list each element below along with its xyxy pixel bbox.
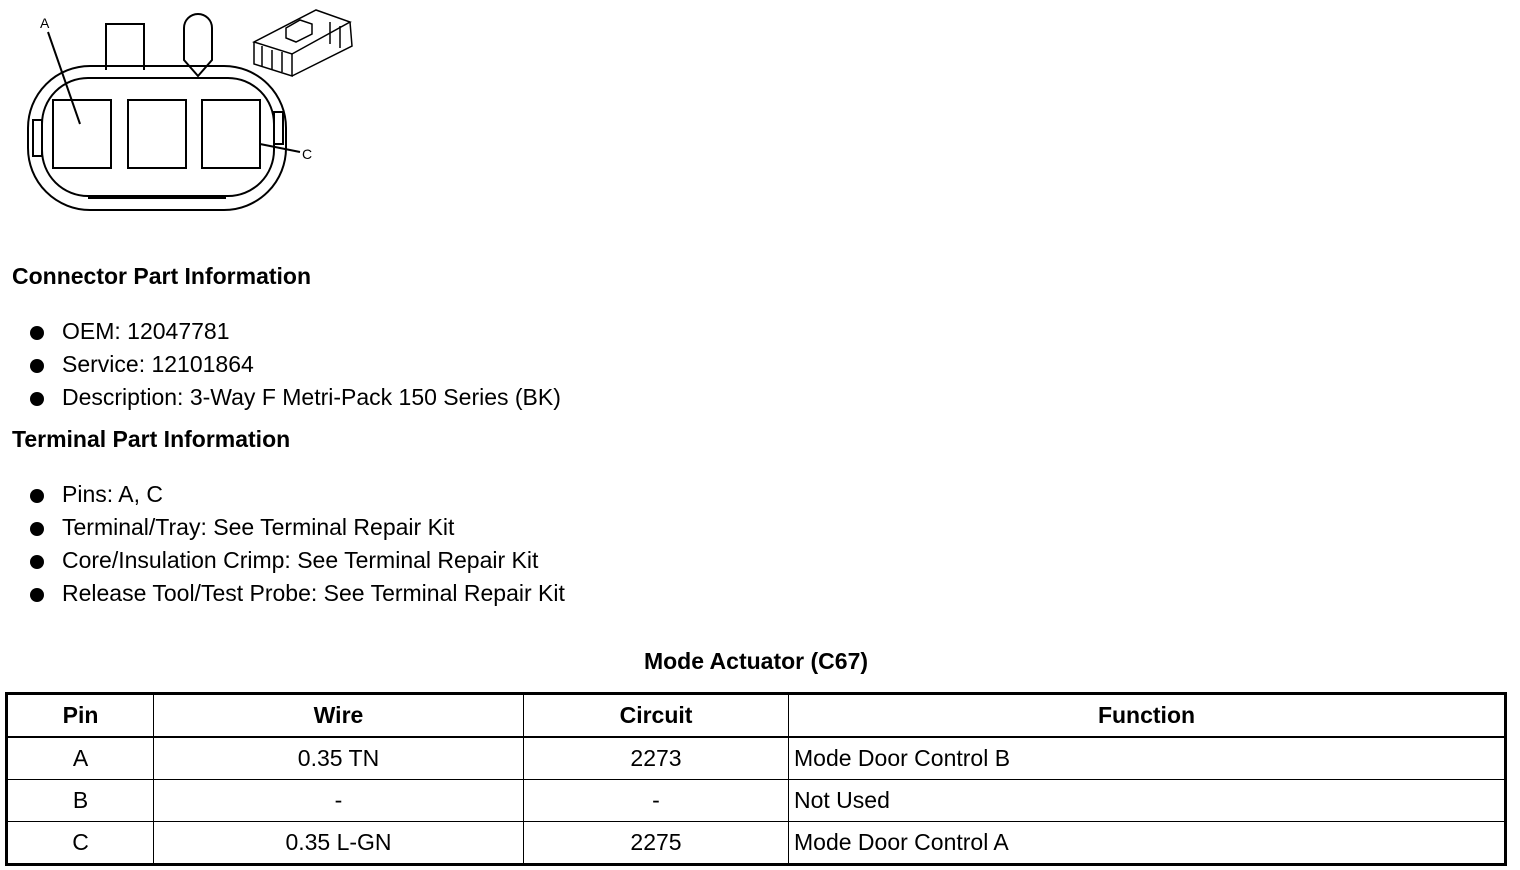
right-latch-notch	[274, 112, 283, 144]
bullet-icon	[30, 392, 44, 406]
cell-pin: B	[7, 780, 154, 822]
header-pin: Pin	[7, 694, 154, 738]
table-row	[7, 780, 1506, 822]
cavity-b	[128, 100, 186, 168]
cell-function: Mode Door Control A	[789, 822, 1506, 865]
table-header-row	[7, 694, 1506, 738]
terminal-info-heading: Terminal Part Information	[12, 426, 291, 452]
bullet-icon	[30, 555, 44, 569]
table-title: Mode Actuator (C67)	[643, 648, 869, 674]
top-lock-tab	[106, 24, 144, 70]
pin-label-a: A	[40, 15, 50, 31]
left-latch-notch	[33, 120, 42, 156]
list-item: Service: 12101864	[28, 348, 561, 381]
table-row	[7, 737, 1506, 780]
header-wire: Wire	[154, 694, 524, 738]
terminal-info-list	[28, 478, 565, 610]
header-function: Function	[789, 694, 1506, 738]
list-item: OEM: 12047781	[28, 315, 561, 348]
connector-thumbnail	[254, 10, 352, 76]
cell-function: Mode Door Control B	[789, 737, 1506, 780]
cell-pin: A	[7, 737, 154, 780]
cell-pin: C	[7, 822, 154, 865]
connector-housing-inner	[42, 78, 274, 196]
pin-label-c: C	[302, 146, 313, 162]
list-item: Description: 3-Way F Metri-Pack 150 Series (BK)	[28, 381, 561, 414]
cell-wire: 0.35 L-GN	[154, 822, 524, 865]
cell-circuit: 2273	[524, 737, 789, 780]
cavity-a	[53, 100, 111, 168]
bullet-icon	[30, 326, 44, 340]
list-item: Core/Insulation Crimp: See Terminal Repair Kit	[28, 544, 565, 577]
cell-function: Not Used	[789, 780, 1506, 822]
bullet-icon	[30, 522, 44, 536]
bullet-icon	[30, 489, 44, 503]
list-item: Release Tool/Test Probe: See Terminal Repair Kit	[28, 577, 565, 610]
bullet-icon	[30, 588, 44, 602]
list-item: Terminal/Tray: See Terminal Repair Kit	[28, 511, 565, 544]
cell-circuit: 2275	[524, 822, 789, 865]
cell-circuit: -	[524, 780, 789, 822]
bullet-icon	[30, 359, 44, 373]
cavity-c	[202, 100, 260, 168]
cell-wire: 0.35 TN	[154, 737, 524, 780]
connector-info-list	[28, 315, 561, 414]
pin-table	[5, 692, 1507, 866]
cell-wire: -	[154, 780, 524, 822]
table-row	[7, 822, 1506, 865]
connector-info-heading: Connector Part Information	[12, 263, 312, 289]
connector-diagram	[0, 0, 380, 222]
header-circuit: Circuit	[524, 694, 789, 738]
list-item: Pins: A, C	[28, 478, 565, 511]
